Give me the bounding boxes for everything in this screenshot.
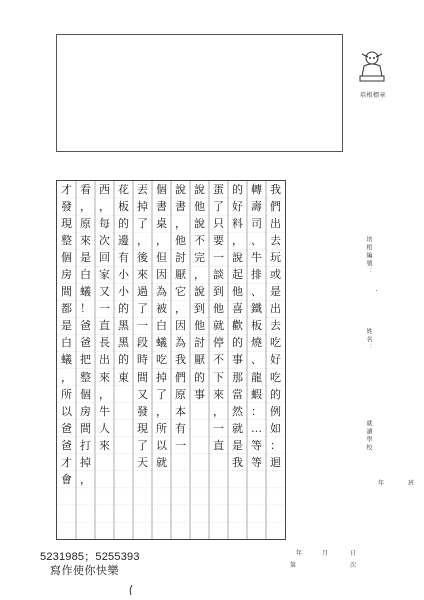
essay-char xyxy=(57,488,76,505)
essay-char: 等 xyxy=(251,438,262,452)
essay-char xyxy=(152,505,171,522)
essay-char: 個 xyxy=(61,251,72,265)
essay-char: 他 xyxy=(194,200,205,214)
slogan: 寫作使你快樂 xyxy=(50,564,119,577)
essay-char: 去 xyxy=(270,319,281,333)
essay-char xyxy=(114,420,133,437)
essay-char: 為 xyxy=(156,285,167,299)
essay-char: 如 xyxy=(270,421,281,435)
essay-char: 壽 xyxy=(251,200,262,214)
essay-char: 了 xyxy=(137,302,148,316)
essay-char: 、 xyxy=(251,234,262,248)
essay-char: 一 xyxy=(213,421,224,435)
label-number: 培根編號： xyxy=(365,236,372,276)
essay-char: 黑 xyxy=(118,336,129,350)
essay-char xyxy=(209,522,228,539)
essay-column xyxy=(247,181,266,539)
essay-char: 次 xyxy=(99,234,110,248)
essay-char: 排 xyxy=(251,268,262,282)
essay-char: 討 xyxy=(194,336,205,350)
essay-char: 當 xyxy=(232,387,243,401)
comment-box xyxy=(56,34,343,152)
date-day: 日 xyxy=(350,550,357,557)
essay-char: 的 xyxy=(194,370,205,384)
essay-char: 整 xyxy=(80,370,91,384)
essay-char xyxy=(190,488,209,505)
essay-char: … xyxy=(251,421,262,435)
essay-char: 出 xyxy=(270,217,281,231)
essay-char: 的 xyxy=(232,336,243,350)
phone-numbers: 5231985；5255393 xyxy=(40,551,140,563)
essay-char xyxy=(133,488,152,505)
essay-char xyxy=(152,488,171,505)
essay-char: 間 xyxy=(137,370,148,384)
essay-char xyxy=(95,522,114,539)
essay-char: 會 xyxy=(61,472,72,486)
essay-char: 它 xyxy=(175,285,186,299)
essay-char xyxy=(114,522,133,539)
essay-char: 了 xyxy=(137,217,148,231)
essay-column xyxy=(95,181,114,539)
essay-char: 等 xyxy=(251,455,262,469)
essay-char: 或 xyxy=(270,268,281,282)
essay-char: 有 xyxy=(118,251,129,265)
essay-char: ， xyxy=(61,370,72,384)
essay-char: 蝦 xyxy=(251,387,262,401)
essay-char: ： xyxy=(270,438,281,452)
essay-char: 那 xyxy=(232,370,243,384)
essay-char: ！ xyxy=(80,302,91,316)
essay-char: 被 xyxy=(156,302,167,316)
essay-char: 討 xyxy=(175,251,186,265)
essay-char: 直 xyxy=(99,319,110,333)
essay-char: ， xyxy=(156,404,167,418)
page-label: 第 xyxy=(290,562,297,569)
essay-char: 說 xyxy=(194,217,205,231)
essay-char: 就 xyxy=(156,455,167,469)
essay-char xyxy=(209,471,228,488)
essay-char: 他 xyxy=(175,234,186,248)
essay-char: 本 xyxy=(175,404,186,418)
essay-char: 房 xyxy=(80,404,91,418)
essay-char xyxy=(114,488,133,505)
essay-char: 例 xyxy=(270,404,281,418)
essay-char: 每 xyxy=(99,217,110,231)
page-suffix: 次 xyxy=(350,562,357,569)
essay-char xyxy=(114,386,133,403)
essay-char: 出 xyxy=(99,353,110,367)
essay-char: 的 xyxy=(118,353,129,367)
essay-char: 看 xyxy=(80,183,91,197)
essay-char: 個 xyxy=(156,183,167,197)
essay-char: 我 xyxy=(232,455,243,469)
label-name: 姓名： xyxy=(365,328,372,352)
essay-char: 轉 xyxy=(251,183,262,197)
essay-char: 我 xyxy=(175,353,186,367)
essay-char: 了 xyxy=(156,387,167,401)
essay-char xyxy=(152,471,171,488)
essay-char: 蟻 xyxy=(61,353,72,367)
essay-char: 的 xyxy=(232,183,243,197)
essay-char: 吃 xyxy=(270,370,281,384)
essay-char: ， xyxy=(99,387,110,401)
essay-char: 燒 xyxy=(251,336,262,350)
essay-char: 們 xyxy=(175,370,186,384)
essay-char: ： xyxy=(251,404,262,418)
essay-char: 都 xyxy=(61,302,72,316)
essay-char: 書 xyxy=(175,200,186,214)
essay-char: 起 xyxy=(232,268,243,282)
essay-char xyxy=(190,403,209,420)
essay-char: 來 xyxy=(99,370,110,384)
essay-char xyxy=(266,505,285,522)
essay-char: ， xyxy=(137,234,148,248)
essay-column xyxy=(190,181,209,539)
essay-char: 黑 xyxy=(118,319,129,333)
essay-char: 到 xyxy=(213,285,224,299)
essay-char: 牛 xyxy=(251,251,262,265)
essay-char: 掉 xyxy=(137,200,148,214)
essay-char: 玩 xyxy=(270,251,281,265)
essay-char: 過 xyxy=(137,285,148,299)
essay-char: 時 xyxy=(137,353,148,367)
label-number-line xyxy=(376,290,377,291)
essay-char: 好 xyxy=(270,353,281,367)
essay-char: 蟻 xyxy=(80,285,91,299)
essay-char: 談 xyxy=(213,268,224,282)
essay-char xyxy=(171,488,190,505)
label-grade: 年 xyxy=(378,480,385,487)
essay-char: 一 xyxy=(213,251,224,265)
essay-char xyxy=(266,488,285,505)
essay-char: 來 xyxy=(213,387,224,401)
essay-char xyxy=(247,488,266,505)
essay-char: 白 xyxy=(80,268,91,282)
essay-char xyxy=(57,522,76,539)
essay-char: 他 xyxy=(213,302,224,316)
essay-char: 間 xyxy=(80,421,91,435)
essay-char: 厭 xyxy=(194,353,205,367)
essay-char: 爸 xyxy=(61,438,72,452)
essay-char: 的 xyxy=(118,302,129,316)
essay-char: 蟻 xyxy=(156,336,167,350)
essay-char: 丟 xyxy=(137,183,148,197)
essay-char: 桌 xyxy=(156,217,167,231)
essay-char: 現 xyxy=(61,217,72,231)
essay-char: 花 xyxy=(118,183,129,197)
essay-column xyxy=(57,181,76,539)
essay-char: 爸 xyxy=(80,336,91,350)
essay-char: 所 xyxy=(156,421,167,435)
essay-char: 小 xyxy=(118,285,129,299)
essay-char: 邊 xyxy=(118,234,129,248)
essay-char: 吃 xyxy=(270,336,281,350)
essay-char: 鐵 xyxy=(251,302,262,316)
essay-char: 了 xyxy=(213,200,224,214)
essay-char: 好 xyxy=(232,200,243,214)
essay-grid xyxy=(56,180,286,540)
essay-char: 完 xyxy=(194,251,205,265)
essay-column xyxy=(266,181,285,539)
essay-char: 就 xyxy=(213,319,224,333)
essay-char: 說 xyxy=(194,285,205,299)
essay-char xyxy=(247,505,266,522)
essay-char: 我 xyxy=(270,183,281,197)
essay-char: 一 xyxy=(137,319,148,333)
essay-char: 下 xyxy=(213,370,224,384)
essay-char: 有 xyxy=(175,421,186,435)
essay-char: 整 xyxy=(61,234,72,248)
essay-char xyxy=(95,505,114,522)
essay-char: 段 xyxy=(137,336,148,350)
essay-char: 又 xyxy=(137,387,148,401)
essay-char: 歡 xyxy=(232,319,243,333)
essay-char: 的 xyxy=(270,387,281,401)
label-school: 就讀學校 xyxy=(365,420,372,452)
essay-char xyxy=(171,505,190,522)
essay-char xyxy=(190,420,209,437)
essay-char: ， xyxy=(175,302,186,316)
date-year: 年 xyxy=(296,550,303,557)
essay-char: ， xyxy=(80,200,91,214)
essay-char: 來 xyxy=(80,234,91,248)
essay-column xyxy=(228,181,247,539)
essay-char: 為 xyxy=(175,336,186,350)
essay-char xyxy=(266,471,285,488)
essay-char xyxy=(190,522,209,539)
pen-mark-icon xyxy=(128,584,134,596)
essay-char: 蛋 xyxy=(213,183,224,197)
essay-char xyxy=(266,522,285,539)
essay-char: 才 xyxy=(61,183,72,197)
essay-char xyxy=(76,522,95,539)
essay-char: ， xyxy=(99,200,110,214)
essay-char: 板 xyxy=(251,319,262,333)
reading-child-seal-icon xyxy=(352,46,392,86)
essay-char xyxy=(171,454,190,471)
essay-char: 把 xyxy=(80,353,91,367)
essay-char xyxy=(133,505,152,522)
essay-char: 白 xyxy=(156,319,167,333)
essay-char: ， xyxy=(213,404,224,418)
essay-char: 了 xyxy=(137,438,148,452)
essay-char xyxy=(76,505,95,522)
essay-char xyxy=(76,488,95,505)
essay-char: 西 xyxy=(99,183,110,197)
essay-char: 打 xyxy=(80,438,91,452)
essay-char: 是 xyxy=(61,319,72,333)
essay-char: 一 xyxy=(99,302,110,316)
essay-column xyxy=(152,181,171,539)
essay-char: 說 xyxy=(175,183,186,197)
essay-char xyxy=(114,403,133,420)
essay-char: 厭 xyxy=(175,268,186,282)
essay-char: 直 xyxy=(213,438,224,452)
essay-char: 原 xyxy=(175,387,186,401)
essay-column xyxy=(133,181,152,539)
essay-char: 去 xyxy=(270,234,281,248)
essay-char: ， xyxy=(232,234,243,248)
essay-char: 現 xyxy=(137,421,148,435)
essay-char xyxy=(228,471,247,488)
essay-char xyxy=(190,471,209,488)
essay-char: 掉 xyxy=(156,370,167,384)
essay-char xyxy=(190,505,209,522)
essay-char xyxy=(209,505,228,522)
essay-char xyxy=(171,471,190,488)
essay-char: 人 xyxy=(99,421,110,435)
essay-char xyxy=(57,505,76,522)
essay-char: ， xyxy=(194,268,205,282)
essay-char: 一 xyxy=(175,438,186,452)
essay-char: 小 xyxy=(118,268,129,282)
essay-char: 停 xyxy=(213,336,224,350)
essay-char: 來 xyxy=(99,438,110,452)
essay-column xyxy=(171,181,190,539)
essay-char: 迴 xyxy=(270,455,281,469)
essay-char: 的 xyxy=(118,217,129,231)
seal-label: 培根標章 xyxy=(359,92,386,99)
essay-char xyxy=(114,437,133,454)
essay-char: 爸 xyxy=(80,319,91,333)
essay-char: 出 xyxy=(270,302,281,316)
essay-char xyxy=(171,522,190,539)
essay-char xyxy=(114,454,133,471)
essay-char: 才 xyxy=(61,455,72,469)
essay-char xyxy=(228,488,247,505)
essay-char xyxy=(95,454,114,471)
essay-char: 個 xyxy=(80,387,91,401)
essay-column xyxy=(209,181,228,539)
essay-char: 掉 xyxy=(80,455,91,469)
essay-char xyxy=(152,522,171,539)
essay-char: 天 xyxy=(137,455,148,469)
essay-char: 喜 xyxy=(232,302,243,316)
essay-column xyxy=(114,181,133,539)
essay-char: 發 xyxy=(61,200,72,214)
essay-char: 東 xyxy=(118,370,129,384)
essay-char xyxy=(133,522,152,539)
essay-char: 司 xyxy=(251,217,262,231)
essay-char xyxy=(190,454,209,471)
essay-char: 家 xyxy=(99,268,110,282)
essay-char: 不 xyxy=(213,353,224,367)
essay-char: 吃 xyxy=(156,353,167,367)
essay-char: 說 xyxy=(194,183,205,197)
essay-char: 事 xyxy=(194,387,205,401)
essay-char: 牛 xyxy=(99,404,110,418)
essay-char xyxy=(228,505,247,522)
essay-char: 、 xyxy=(251,285,262,299)
essay-char: 不 xyxy=(194,234,205,248)
label-class: 班 xyxy=(408,480,415,487)
essay-char: 板 xyxy=(118,200,129,214)
essay-char: 來 xyxy=(137,268,148,282)
essay-char: 房 xyxy=(61,268,72,282)
essay-char: 以 xyxy=(61,404,72,418)
essay-char: 他 xyxy=(194,319,205,333)
essay-char: 以 xyxy=(156,438,167,452)
essay-char: 因 xyxy=(175,319,186,333)
essay-char: 是 xyxy=(270,285,281,299)
essay-char xyxy=(95,471,114,488)
essay-char: 原 xyxy=(80,217,91,231)
essay-char xyxy=(228,522,247,539)
date-month: 月 xyxy=(322,550,329,557)
essay-char: ， xyxy=(175,217,186,231)
essay-char: 間 xyxy=(61,285,72,299)
essay-char: 爸 xyxy=(61,421,72,435)
essay-char xyxy=(95,488,114,505)
essay-char: 事 xyxy=(232,353,243,367)
essay-char: 回 xyxy=(99,251,110,265)
essay-char: 料 xyxy=(232,217,243,231)
essay-char xyxy=(209,488,228,505)
essay-char: 是 xyxy=(232,438,243,452)
essay-char xyxy=(114,471,133,488)
essay-column xyxy=(76,181,95,539)
essay-char: 要 xyxy=(213,234,224,248)
essay-char xyxy=(247,471,266,488)
essay-char: 們 xyxy=(270,200,281,214)
essay-char: 發 xyxy=(137,404,148,418)
essay-char: 因 xyxy=(156,268,167,282)
essay-char: ， xyxy=(156,234,167,248)
essay-char: 所 xyxy=(61,387,72,401)
essay-char: 只 xyxy=(213,217,224,231)
essay-char: 後 xyxy=(137,251,148,265)
essay-char: ， xyxy=(80,472,91,486)
essay-char xyxy=(133,471,152,488)
essay-char: 白 xyxy=(61,336,72,350)
essay-char: 書 xyxy=(156,200,167,214)
essay-char: 但 xyxy=(156,251,167,265)
essay-char xyxy=(209,454,228,471)
essay-char: 又 xyxy=(99,285,110,299)
essay-char: 到 xyxy=(194,302,205,316)
essay-char: 、 xyxy=(251,353,262,367)
essay-char xyxy=(114,505,133,522)
essay-char: 是 xyxy=(80,251,91,265)
essay-char xyxy=(247,522,266,539)
essay-char: 就 xyxy=(232,421,243,435)
essay-char: 他 xyxy=(232,285,243,299)
essay-char: 長 xyxy=(99,336,110,350)
essay-char: 龍 xyxy=(251,370,262,384)
essay-char: 然 xyxy=(232,404,243,418)
essay-char xyxy=(190,437,209,454)
essay-char: 說 xyxy=(232,251,243,265)
